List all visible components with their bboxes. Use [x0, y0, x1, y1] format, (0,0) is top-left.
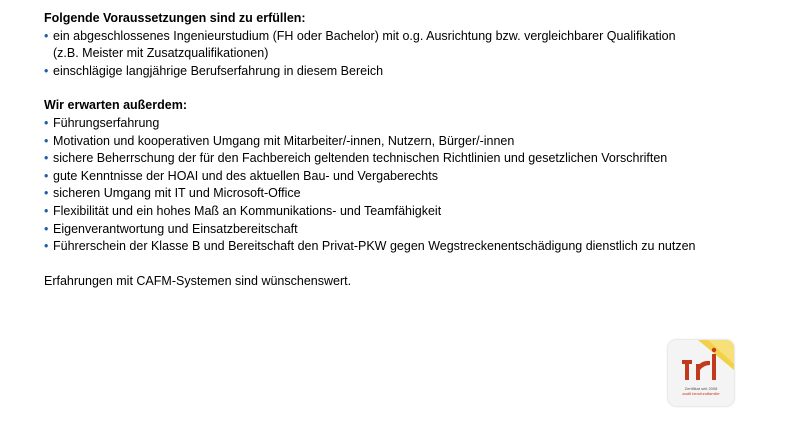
- bullet-icon: •: [44, 203, 49, 218]
- bullet-icon: •: [44, 151, 49, 166]
- bullet-icon: •: [44, 221, 49, 236]
- expectation-text: sicheren Umgang mit IT und Microsoft-Office: [53, 186, 301, 201]
- list-item: [44, 150, 764, 168]
- list-item: [44, 185, 764, 203]
- list-item: [44, 63, 764, 81]
- closing-note: Erfahrungen mit CAFM-Systemen sind wünschenswert.: [44, 273, 352, 288]
- expectations-list: [44, 115, 764, 256]
- requirement-text: ein abgeschlossenes Ingenieurstudium (FH oder Bachelor) mit o.g. Ausrichtung bzw. vergleichbarer Qualifikation: [53, 28, 676, 43]
- list-item: [44, 203, 764, 221]
- expectation-text: Eigenverantwortung und Einsatzbereitschaft: [53, 221, 298, 236]
- expectation-text: gute Kenntnisse der HOAI und des aktuellen Bau- und Vergaberechts: [53, 168, 438, 183]
- expectation-text: Führungserfahrung: [53, 115, 160, 130]
- bullet-icon: •: [44, 115, 49, 130]
- expectations-heading: Wir erwarten außerdem:: [44, 98, 187, 113]
- bullet-icon: •: [44, 239, 49, 254]
- badge-caption-certificate: Zertifikat seit 2008: [684, 386, 718, 391]
- certificate-badge: [668, 340, 734, 406]
- bullet-icon: •: [44, 168, 49, 183]
- list-item: [44, 168, 764, 186]
- requirement-continuation-text: (z.B. Meister mit Zusatzqualifikationen): [53, 46, 269, 61]
- list-item: [44, 28, 764, 46]
- requirement-text: einschlägige langjährige Berufserfahrung in diesem Bereich: [53, 63, 384, 78]
- expectation-text: Führerschein der Klasse B und Bereitschaft den Privat-PKW gegen Wegstreckenentschädigung dienstlich zu nutzen: [53, 239, 696, 254]
- list-item: [44, 115, 764, 133]
- bullet-icon: •: [44, 186, 49, 201]
- list-item-continuation: [44, 45, 764, 63]
- requirements-heading: Folgende Voraussetzungen sind zu erfüllen:: [44, 11, 306, 25]
- bullet-icon: •: [44, 28, 49, 43]
- requirements-list: [44, 28, 764, 81]
- list-item: [44, 238, 764, 256]
- audit-berufundfamilie-logo-icon: [668, 340, 734, 406]
- bullet-icon: •: [44, 63, 49, 78]
- list-item: [44, 221, 764, 239]
- bullet-icon: •: [44, 133, 49, 148]
- badge-caption-audit: audit berufundfamilie: [682, 391, 720, 396]
- expectation-text: Motivation und kooperativen Umgang mit Mitarbeiter/-innen, Nutzern, Bürger/-innen: [53, 133, 515, 148]
- job-requirements-document: [44, 10, 764, 303]
- expectation-text: sichere Beherrschung der für den Fachbereich geltenden technischen Richtlinien und gesetzlichen Vorschriften: [53, 151, 668, 166]
- list-item: [44, 133, 764, 151]
- expectation-text: Flexibilität und ein hohes Maß an Kommunikations- und Teamfähigkeit: [53, 203, 442, 218]
